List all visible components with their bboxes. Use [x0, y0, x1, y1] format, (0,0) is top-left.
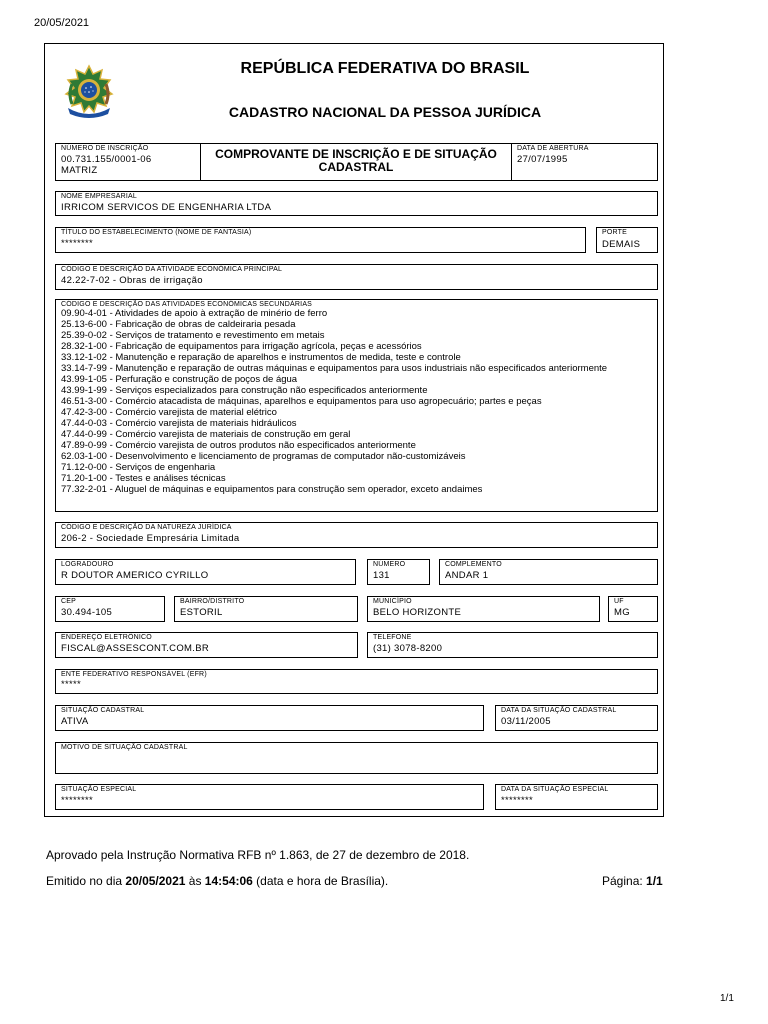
- page-info: [602, 874, 663, 888]
- abertura-value: 27/07/1995: [517, 154, 568, 165]
- nome-empresarial-label: NOME EMPRESARIAL: [61, 193, 137, 200]
- uf-value: MG: [614, 607, 630, 618]
- motivo-label: MOTIVO DE SITUAÇÃO CADASTRAL: [61, 744, 188, 751]
- atividade-secundaria-item: 47.89-0-99 - Comércio varejista de outros produtos não especificados anteriormente: [61, 440, 416, 451]
- numero-box: [367, 559, 430, 585]
- atividade-principal-box: [55, 264, 658, 290]
- situacao-value: ATIVA: [61, 716, 89, 727]
- atividade-secundaria-item: 62.03-1-00 - Desenvolvimento e licenciamento de programas de computador não-customizáveis: [61, 451, 466, 462]
- porte-value: DEMAIS: [602, 239, 641, 250]
- atividade-secundaria-item: 25.39-0-02 - Serviços de tratamento e revestimento em metais: [61, 330, 325, 341]
- coat-of-arms-icon: [60, 64, 118, 120]
- logradouro-value: R DOUTOR AMERICO CYRILLO: [61, 570, 209, 581]
- cep-box: [55, 596, 165, 622]
- emission-date: 20/05/2021: [125, 874, 186, 888]
- atividade-secundaria-item: 47.42-3-00 - Comércio varejista de material elétrico: [61, 407, 277, 418]
- telefone-box: [367, 632, 658, 658]
- emission-mid: às: [185, 874, 205, 888]
- natureza-juridica-label: CÓDIGO E DESCRIÇÃO DA NATUREZA JURÍDICA: [61, 524, 232, 531]
- atividade-principal-value: 42.22-7-02 - Obras de irrigação: [61, 275, 203, 286]
- situacao-box: [55, 705, 484, 731]
- nome-empresarial-box: [55, 191, 658, 216]
- atividade-principal-label: CÓDIGO E DESCRIÇÃO DA ATIVIDADE ECONÔMICA PRINCIPAL: [61, 266, 283, 273]
- abertura-box: [511, 143, 658, 181]
- municipio-box: [367, 596, 600, 622]
- bairro-value: ESTORIL: [180, 607, 223, 618]
- print-date: 20/05/2021: [34, 17, 90, 29]
- inscricao-type: MATRIZ: [61, 165, 98, 176]
- atividade-secundaria-item: 77.32-2-01 - Aluguel de máquinas e equipamentos para construção sem operador, exceto andaimes: [61, 484, 483, 495]
- atividade-secundaria-item: 25.13-6-00 - Fabricação de obras de caldeiraria pesada: [61, 319, 296, 330]
- telefone-value: (31) 3078-8200: [373, 643, 443, 654]
- uf-box: [608, 596, 658, 622]
- approval-note: Aprovado pela Instrução Normativa RFB nº 1.863, de 27 de dezembro de 2018.: [46, 848, 470, 862]
- data-situacao-especial-box: [495, 784, 658, 810]
- data-situacao-especial-label: DATA DA SITUAÇÃO ESPECIAL: [501, 786, 609, 793]
- natureza-juridica-value: 206-2 - Sociedade Empresária Limitada: [61, 533, 240, 544]
- fantasia-value: ********: [61, 238, 93, 249]
- emission-time: 14:54:06: [204, 874, 253, 888]
- uf-label: UF: [614, 598, 624, 605]
- inscricao-label: NÚMERO DE INSCRIÇÃO: [61, 145, 149, 152]
- cep-label: CEP: [61, 598, 76, 605]
- efr-value: *****: [61, 679, 81, 690]
- page-info-label: Página:: [602, 874, 647, 888]
- emission-suffix: (data e hora de Brasília).: [252, 874, 389, 888]
- situacao-label: SITUAÇÃO CADASTRAL: [61, 707, 145, 714]
- logradouro-label: LOGRADOURO: [61, 561, 114, 568]
- emission-note: [46, 874, 388, 888]
- atividades-secundarias-label: CÓDIGO E DESCRIÇÃO DAS ATIVIDADES ECONÔMICAS SECUNDÁRIAS: [61, 301, 313, 308]
- data-situacao-box: [495, 705, 658, 731]
- nome-empresarial-value: IRRICOM SERVICOS DE ENGENHARIA LTDA: [61, 202, 272, 213]
- motivo-box: [55, 742, 658, 774]
- email-box: [55, 632, 358, 658]
- data-situacao-value: 03/11/2005: [501, 716, 551, 727]
- comprovante-box: [200, 143, 512, 181]
- atividade-secundaria-item: 43.99-1-99 - Serviços especializados para construção não especificados anteriormente: [61, 385, 428, 396]
- atividade-secundaria-item: 71.12-0-00 - Serviços de engenharia: [61, 462, 216, 473]
- atividade-secundaria-item: 33.12-1-02 - Manutenção e reparação de aparelhos e instrumentos de medida, teste e controle: [61, 352, 461, 363]
- efr-label: ENTE FEDERATIVO RESPONSÁVEL (EFR): [61, 671, 207, 678]
- inscricao-value: 00.731.155/0001-06: [61, 154, 152, 165]
- situacao-especial-box: [55, 784, 484, 810]
- numero-label: NÚMERO: [373, 561, 406, 568]
- municipio-label: MUNICÍPIO: [373, 598, 412, 605]
- data-situacao-label: DATA DA SITUAÇÃO CADASTRAL: [501, 707, 617, 714]
- numero-value: 131: [373, 570, 390, 581]
- comprovante-title-line2: CADASTRAL: [318, 160, 394, 174]
- atividade-secundaria-item: 33.14-7-99 - Manutenção e reparação de outras máquinas e equipamentos para usos industriais não especificados anteriormente: [61, 363, 608, 374]
- complemento-value: ANDAR 1: [445, 570, 489, 581]
- complemento-label: COMPLEMENTO: [445, 561, 502, 568]
- atividades-secundarias-box: [55, 299, 658, 512]
- logradouro-box: [55, 559, 356, 585]
- porte-label: PORTE: [602, 229, 627, 236]
- page-info-value: 1/1: [646, 874, 663, 888]
- data-situacao-especial-value: ********: [501, 795, 533, 806]
- atividade-secundaria-item: 43.99-1-05 - Perfuração e construção de poços de água: [61, 374, 298, 385]
- inscricao-box: [55, 143, 201, 181]
- header-subtitle: CADASTRO NACIONAL DA PESSOA JURÍDICA: [228, 104, 542, 120]
- comprovante-title-line1: COMPROVANTE DE INSCRIÇÃO E DE SITUAÇÃO: [215, 147, 497, 161]
- email-label: ENDEREÇO ELETRÔNICO: [61, 634, 152, 641]
- municipio-value: BELO HORIZONTE: [373, 607, 462, 618]
- page-indicator: 1/1: [720, 993, 734, 1004]
- atividades-secundarias-list: [61, 308, 651, 495]
- fantasia-box: [55, 227, 586, 253]
- atividade-secundaria-item: 46.51-3-00 - Comércio atacadista de máquinas, aparelhos e equipamentos para uso agropecuário; partes e peças: [61, 396, 542, 407]
- situacao-especial-value: ********: [61, 795, 93, 806]
- atividade-secundaria-item: 71.20-1-00 - Testes e análises técnicas: [61, 473, 226, 484]
- porte-box: [596, 227, 658, 253]
- email-value: FISCAL@ASSESCONT.COM.BR: [61, 643, 209, 654]
- bairro-label: BAIRRO/DISTRITO: [180, 598, 245, 605]
- cep-value: 30.494-105: [61, 607, 113, 618]
- bairro-box: [174, 596, 358, 622]
- atividade-secundaria-item: 47.44-0-03 - Comércio varejista de materiais hidráulicos: [61, 418, 297, 429]
- abertura-label: DATA DE ABERTURA: [517, 145, 589, 152]
- atividade-secundaria-item: 09.90-4-01 - Atividades de apoio à extração de minério de ferro: [61, 308, 328, 319]
- fantasia-label: TÍTULO DO ESTABELECIMENTO (NOME DE FANTASIA): [61, 229, 252, 236]
- efr-box: [55, 669, 658, 694]
- situacao-especial-label: SITUAÇÃO ESPECIAL: [61, 786, 137, 793]
- natureza-juridica-box: [55, 522, 658, 548]
- atividade-secundaria-item: 28.32-1-00 - Fabricação de equipamentos para irrigação agrícola, peças e acessórios: [61, 341, 422, 352]
- telefone-label: TELEFONE: [373, 634, 412, 641]
- emission-prefix: Emitido no dia: [46, 874, 126, 888]
- complemento-box: [439, 559, 658, 585]
- header-title: REPÚBLICA FEDERATIVA DO BRASIL: [240, 60, 530, 77]
- atividade-secundaria-item: 47.44-0-99 - Comércio varejista de materiais de construção em geral: [61, 429, 351, 440]
